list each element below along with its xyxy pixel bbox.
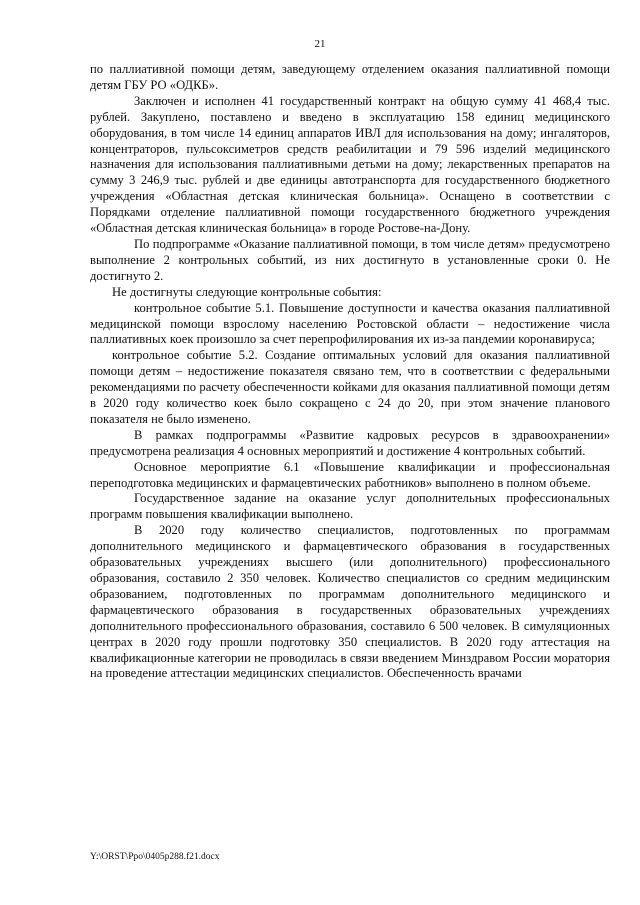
- paragraph: В рамках подпрограммы «Развитие кадровых ресурсов в здравоохранении» предусмотрена реализация 4 основных мероприятий и достижение 4 контрольных событий.: [90, 427, 610, 458]
- paragraph: по паллиативной помощи детям, заведующему отделением оказания паллиативной помощи детям ГБУ РО «ОДКБ».: [90, 62, 610, 92]
- page-number: 21: [314, 38, 326, 50]
- paragraph: контрольное событие 5.2. Создание оптимальных условий для оказания паллиативной помощи детям – недостижение показателя связано тем, что в соответствии с федеральными рекомендациями по расчету обеспеченности койками для оказания паллиативной помощи детям в 2020 году количество коек было сокращено с 24 до 20, при этом значение планового показателя не было изменено.: [90, 348, 610, 426]
- file-path-footer: Y:\ORST\Ppo\0405p288.f21.docx: [90, 852, 220, 862]
- paragraph: Не достигнуты следующие контрольные события:: [112, 284, 382, 299]
- document-body: [90, 62, 610, 682]
- paragraph: В 2020 году количество специалистов, подготовленных по программам дополнительного медицинского и фармацевтического образования в государственных образовательных учреждениях высшего (или дополнительного) профессионального образования, составило 2 350 человек. Количество специалистов со средним медицинским образованием, подготовленных по программам дополнительного медицинского и фармацевтического образования в государственных образовательных учреждениях дополнительного профессионального образования, составило 6 500 человек. В симуляционных центрах в 2020 году прошли подготовку 350 специалистов. В 2020 году аттестация на квалификационные категории не проводилась в связи введением Минздравом России моратория на проведение аттестации медицинских специалистов. Обеспеченность врачами: [90, 523, 610, 681]
- paragraph: Основное мероприятие 6.1 «Повышение квалификации и профессиональная переподготовка медицинских и фармацевтических работников» выполнено в полном объеме.: [90, 459, 610, 490]
- paragraph: контрольное событие 5.1. Повышение доступности и качества оказания паллиативной медицинской помощи взрослому населению Ростовской области – недостижение числа паллиативных коек произошло за счет перепрофилирования их из-за пандемии коронавируса;: [90, 300, 610, 347]
- paragraph: По подпрограмме «Оказание паллиативной помощи, в том числе детям» предусмотрено выполнение 2 контрольных событий, из них достигнуто в установленные сроки 0. Не достигнуто 2.: [90, 236, 610, 283]
- paragraph: Заключен и исполнен 41 государственный контракт на общую сумму 41 468,4 тыс. рублей. Закуплено, поставлено и введено в эксплуатацию 158 единиц медицинского оборудования, в том числе 14 единиц аппаратов ИВЛ для использования на дому; ингаляторов, концентраторов, пульсоксиметров средств реабилитации и 79 596 изделий медицинского назначения для использования паллиативными детьми на дому; лекарственных препаратов на сумму 3 246,9 тыс. рублей и две единицы автотранспорта для государственного бюджетного учреждения «Областная детская клиническая больница». Оснащено в соответствии с Порядками отделение паллиативной помощи государственного бюджетного учреждения «Областная детская клиническая больница» в городе Ростове-на-Дону.: [90, 93, 610, 236]
- paragraph: Государственное задание на оказание услуг дополнительных профессиональных программ повышения квалификации выполнено.: [90, 491, 610, 522]
